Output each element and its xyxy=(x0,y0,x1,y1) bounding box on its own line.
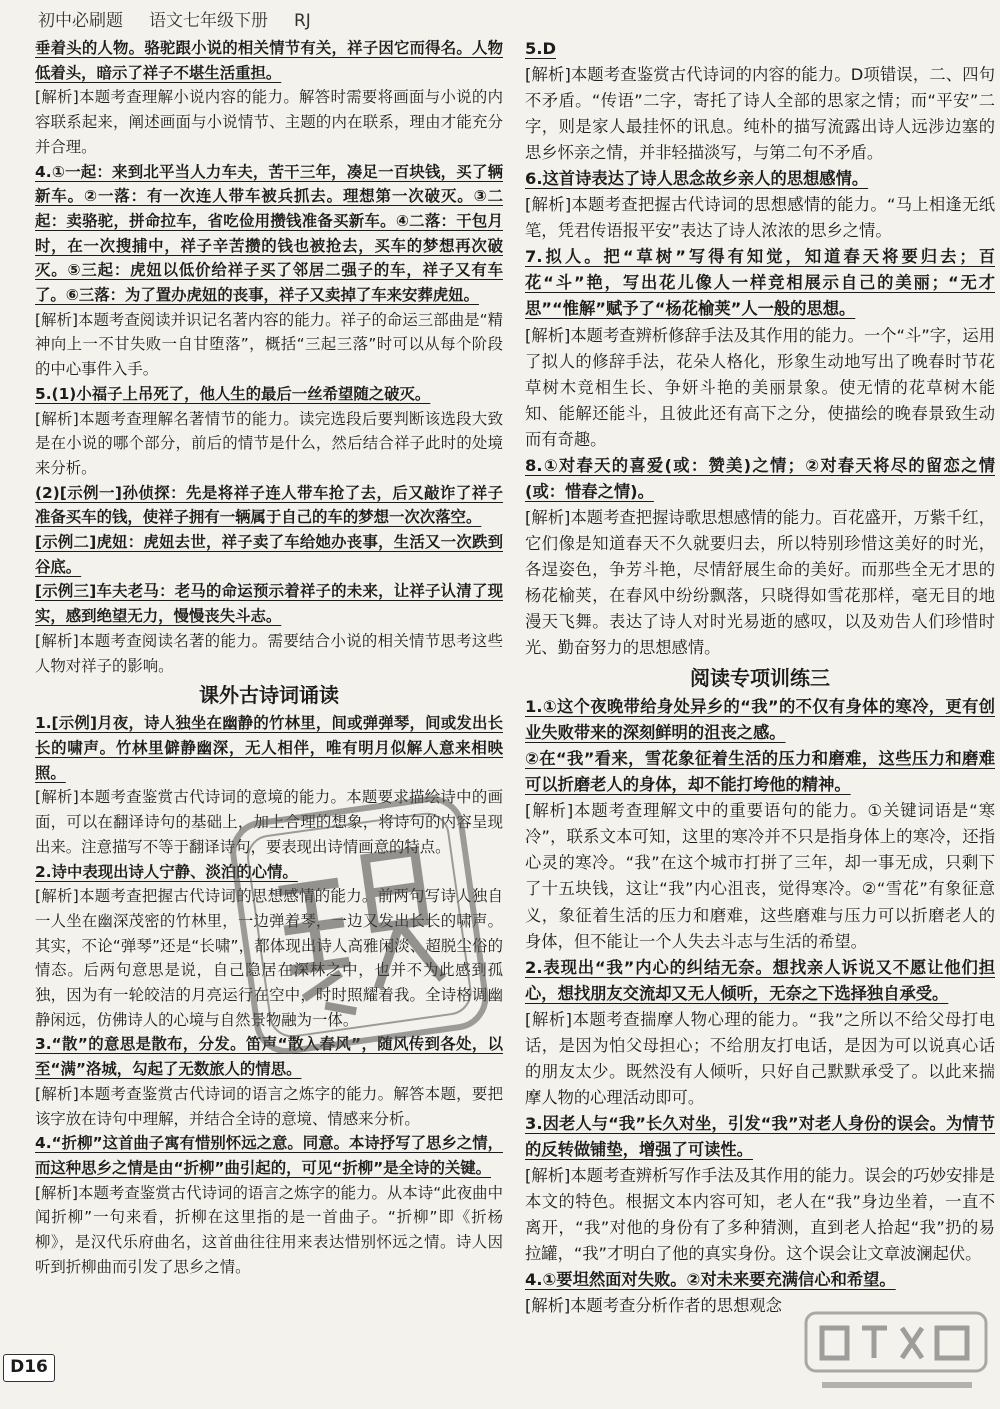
answer-paragraph: [示例三]车夫老马：老马的命运预示着祥子的未来，让祥子认清了现实，感到绝望无力，慢慢丧失斗志。 xyxy=(35,582,503,626)
answer-paragraph: 3.因老人与“我”长久对坐，引发“我”对老人身份的误会。为情节的反转做铺垫，增强了可读性。 xyxy=(525,1113,995,1159)
answer-paragraph: 8.①对春天的喜爱(或：赞美)之情；②对春天将尽的留恋之情(或：惜春之情)。 xyxy=(525,455,995,501)
page-number: D16 xyxy=(3,1354,55,1382)
answer-paragraph: 4.“折柳”这首曲子寓有惜别怀远之意。同意。本诗抒写了思乡之情，而这种思乡之情是由“折柳”曲引起的，可见“折柳”是全诗的关键。 xyxy=(35,1134,503,1177)
explanation-paragraph: [解析]本题考查鉴赏古代诗词的内容的能力。D项错误，二、四句不矛盾。“传语”二字，寄托了诗人全部的思家之情；而“平安”二字，则是家人最挂怀的讯息。纯朴的描写流露出诗人远涉边塞的思乡怀亲之情，并非轻描淡写，与第二句不矛盾。 xyxy=(525,65,995,163)
answer-paragraph: 垂着头的人物。骆驼跟小说的相关情节有关，祥子因它而得名。人物低着头，暗示了祥子不堪生活重担。 xyxy=(35,39,503,82)
explanation-paragraph: [解析]本题考查分析作者的思想观念 xyxy=(525,1296,782,1316)
answer-paragraph: ②在“我”看来，雪花象征着生活的压力和磨难，这些压力和磨难可以折磨老人的身体，却不能打垮他的精神。 xyxy=(525,749,995,795)
right-column xyxy=(525,36,995,1319)
answer-paragraph: 5.D xyxy=(525,39,557,58)
left-column xyxy=(35,36,503,1279)
answer-paragraph: 6.这首诗表达了诗人思念故乡亲人的思想感情。 xyxy=(525,169,869,189)
answer-paragraph: 1.[示例]月夜，诗人独坐在幽静的竹林里，间或弹弹琴，间或发出长长的啸声。竹林里僻静幽深，无人相伴，唯有明月似解人意来相映照。 xyxy=(35,714,503,782)
answer-paragraph: 4.①一起：来到北平当人力车夫，苦干三年，凑足一百块钱，买了辆新车。②一落：有一次连人带车被兵抓去。理想第一次破灭。③二起：卖骆驼，拼命拉车，省吃俭用攒钱准备买新车。④二落：干包月时，在一次搜捕中，祥子辛苦攒的钱也被抢去，买车的梦想再次破灭。⑤三起：虎妞以低价给祥子买了邻居二强子的车，祥子又有车了。⑥三落：为了置办虎妞的丧事，祥子又卖掉了车来安葬虎妞。 xyxy=(35,162,503,305)
site-watermark-icon xyxy=(802,1303,992,1403)
section-title: 课外古诗词诵读 xyxy=(199,683,339,708)
book-title: 初中必刷题 xyxy=(38,11,123,32)
answer-paragraph: 4.①要坦然面对失败。②对未来要充满信心和希望。 xyxy=(525,1270,896,1290)
edition-label: RJ xyxy=(294,11,311,32)
explanation-paragraph: [解析]本题考查理解文中的重要语句的能力。①关键词语是“寒冷”，联系文本可知，这里的寒冷并不只是指身体上的寒冷，还指心灵的寒冷。“我”在这个城市打拼了三年，却一事无成，只剩下了十五块钱，这让“我”内心沮丧，觉得寒冷。②“雪花”有象征意义，象征着生活的压力和磨难，这些磨难与压力可以折磨老人的身体，但不能让一个人失去斗志与生活的希望。 xyxy=(525,801,995,951)
explanation-paragraph: [解析]本题考查把握古代诗词的思想感情的能力。“马上相逢无纸笔，凭君传语报平安”表达了诗人浓浓的思乡之情。 xyxy=(525,195,995,241)
answer-paragraph: 5.(1)小福子上吊死了，他人生的最后一丝希望随之破灭。 xyxy=(35,384,431,403)
explanation-paragraph: [解析]本题考查辨析写作手法及其作用的能力。误会的巧妙安排是本文的特色。根据文本内容可知，老人在“我”身边坐着，一直不离开，“我”对他的身份有了多种猜测，直到老人拾起“我”扔的易拉罐，“我”才明白了他的真实身份。这个误会让文章波澜起伏。 xyxy=(525,1165,995,1264)
answer-paragraph: 3.“散”的意思是散布，分发。笛声“散入春风”，随风传到各处，以至“满”洛城，勾起了无数旅人的情思。 xyxy=(35,1035,503,1079)
answer-paragraph: 1.①这个夜晚带给身处异乡的“我”的不仅有身体的寒冷，更有创业失败带来的深刻鲜明的沮丧之感。 xyxy=(525,697,995,743)
stamp-watermark-icon xyxy=(207,773,513,1088)
explanation-paragraph: [解析]本题考查阅读名著的能力。需要结合小说的相关情节思考这些人物对祥子的影响。 xyxy=(35,631,503,675)
explanation-paragraph: [解析]本题考查理解名著情节的能力。读完选段后要判断该选段大致是在小说的哪个部分，前后的情节是什么，然后结合祥子此时的处境来分析。 xyxy=(35,409,503,477)
answer-paragraph: 2.诗中表现出诗人宁静、淡泊的心情。 xyxy=(35,862,298,881)
explanation-paragraph: [解析]本题考查鉴赏古代诗词的意境的能力。本题要求描绘诗中的画面，可以在翻译诗句的基础上，加上合理的想象，将诗句的内容呈现出来。注意描写不等于翻译诗句，要表现出诗情画意的特点。 xyxy=(35,788,503,856)
section-title: 阅读专项训练三 xyxy=(690,666,830,691)
subject-title: 语文七年级下册 xyxy=(149,11,268,32)
explanation-paragraph: [解析]本题考查把握诗歌思想感情的能力。百花盛开，万紫千红，它们像是知道春天不久就要归去，所以特别珍惜这美好的时光，各逞姿色，争芳斗艳，尽情舒展生命的美好。而那些全无才思的杨花榆荚，在春风中纷纷飘落，只晓得如雪花那样，毫无目的地漫天飞舞。表达了诗人对时光易逝的感叹，以及劝告人们珍惜时光、勤奋努力的思想感情。 xyxy=(525,507,995,658)
explanation-paragraph: [解析]本题考查揣摩人物心理的能力。“我”之所以不给父母打电话，是因为怕父母担心；不给朋友打电话，是因为可以说真心话的朋友太少。既然没有人倾听，只好自己默默承受了。以此来揣摩人物的心理活动即可。 xyxy=(525,1009,995,1107)
explanation-paragraph: [解析]本题考查鉴赏古代诗词的语言之炼字的能力。从本诗“此夜曲中闻折柳”一句来看，折柳在这里指的是一首曲子。“折柳”即《折杨柳》，是汉代乐府曲名，这首曲往往用来表达惜别怀远之情。诗人因听到折柳曲而引发了思乡之情。 xyxy=(35,1183,503,1276)
answer-paragraph: (2)[示例一]孙侦探：先是将祥子连人带车抢了去，后又敲诈了祥子准备买车的钱，使祥子拥有一辆属于自己的车的梦想一次次落空。 xyxy=(35,483,503,527)
explanation-paragraph: [解析]本题考查鉴赏古代诗词的语言之炼字的能力。解答本题，要把该字放在诗句中理解，并结合全诗的意境、情感来分析。 xyxy=(35,1084,503,1128)
page-header xyxy=(38,6,968,38)
answer-paragraph: [示例二]虎妞：虎妞去世，祥子卖了车给她办丧事，生活又一次跌到谷底。 xyxy=(35,533,503,576)
answer-paragraph: 2.表现出“我”内心的纠结无奈。想找亲人诉说又不愿让他们担心，想找朋友交流却又无人倾听，无奈之下选择独自承受。 xyxy=(525,957,995,1003)
explanation-paragraph: [解析]本题考查阅读并识记名著内容的能力。祥子的命运三部曲是“精神向上一不甘失败一自甘堕落”，概括“三起三落”时可以从每个阶段的中心事件入手。 xyxy=(35,310,503,379)
explanation-paragraph: [解析]本题考查辨析修辞手法及其作用的能力。一个“斗”字，运用了拟人的修辞手法，花朵人格化，形象生动地写出了晚春时节花草树木竞相生长、争妍斗艳的美丽景象。使无情的花草树木能知、能解还能斗，且彼此还有高下之分，使描绘的晚春景致生动而有奇趣。 xyxy=(525,325,995,449)
explanation-paragraph: [解析]本题考查把握古代诗词的思想感情的能力。前两句写诗人独自一人坐在幽深茂密的竹林里，一边弹着琴，一边又发出长长的啸声。其实，不论“弹琴”还是“长啸”，都体现出诗人高雅闲淡、超脱尘俗的情态。后两句意思是说，自己隐居在深林之中，也并不为此感到孤独，因为有一轮皎洁的月亮运行在空中，时时照耀着我。全诗格调幽静闲远，仿佛诗人的心境与自然景物融为一体。 xyxy=(35,887,503,1029)
answer-paragraph: 7.拟人。把“草树”写得有知觉，知道春天将要归去；百花“斗”艳，写出花儿像人一样竞相展示自己的美丽；“无才思”“惟解”赋予了“杨花榆荚”人一般的思想。 xyxy=(525,247,995,319)
explanation-paragraph: [解析]本题考查理解小说内容的能力。解答时需要将画面与小说的内容联系起来，阐述画面与小说情节、主题的内在联系，理由才能充分并合理。 xyxy=(35,88,503,156)
